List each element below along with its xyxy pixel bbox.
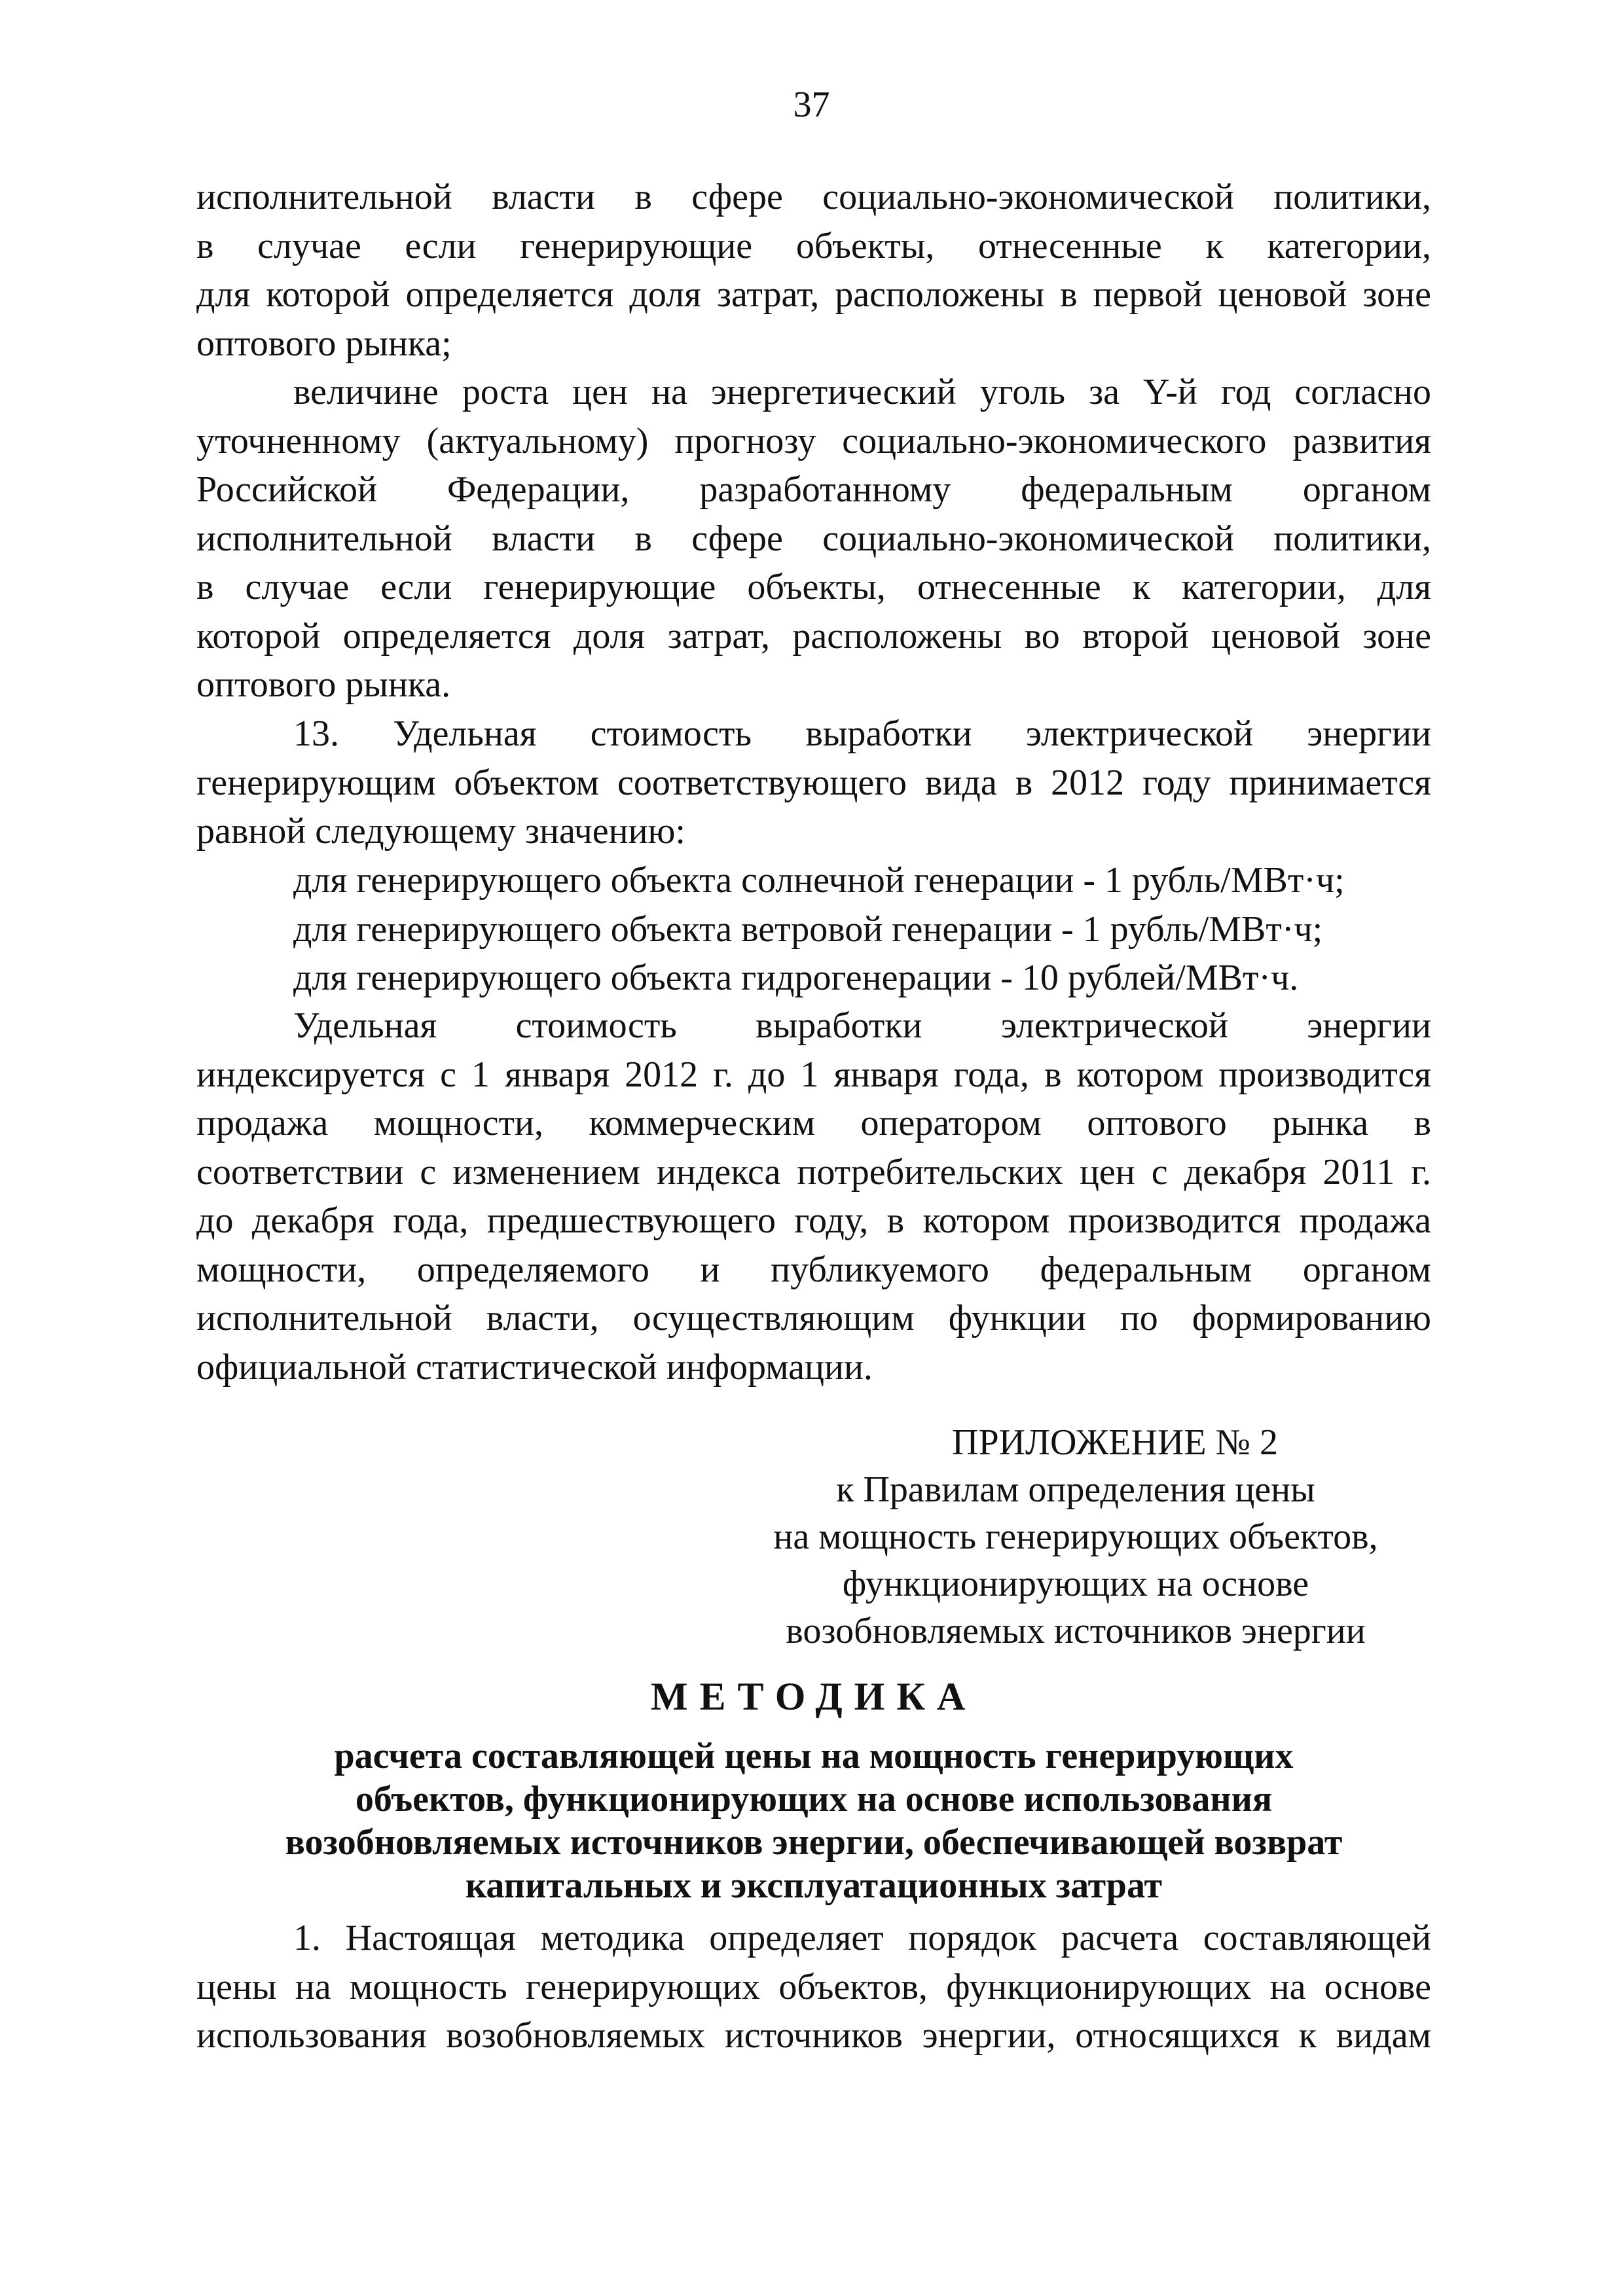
subheading-line: объектов, функционирующих на основе использования: [355, 1779, 1273, 1820]
text-line: 1. Настоящая методика определяет порядок расчета составляющей: [293, 1918, 1431, 1958]
text-line: оптового рынка;: [196, 323, 452, 364]
appendix-title: ПРИЛОЖЕНИЕ № 2: [952, 1422, 1278, 1463]
text-line: соответствии с изменением индекса потребительских цен с декабря 2011 г.: [196, 1151, 1431, 1193]
methodology-heading: МЕТОДИКА: [650, 1675, 977, 1718]
text-line: для которой определяется доля затрат, расположены в первой ценовой зоне: [196, 274, 1431, 315]
list-item: для генерирующего объекта солнечной генерации - 1 рубль/МВт·ч;: [293, 860, 1345, 901]
text-line: цены на мощность генерирующих объектов, функционирующих на основе: [196, 1966, 1431, 2007]
subheading-line: расчета составляющей цены на мощность генерирующих: [334, 1736, 1294, 1776]
text-line: индексируется с 1 января 2012 г. до 1 января года, в котором производится: [196, 1054, 1431, 1095]
text-line: в случае если генерирующие объекты, отнесенные к категории, для: [196, 567, 1431, 607]
text-line: равной следующему значению:: [196, 811, 685, 852]
paragraph-continuation: [196, 173, 1431, 368]
appendix-header: [720, 1419, 1431, 1655]
subheading-line: возобновляемых источников энергии, обеспечивающей возврат: [285, 1822, 1343, 1863]
appendix-line: на мощность генерирующих объектов,: [773, 1516, 1378, 1557]
cost-values-list: [196, 856, 1431, 1003]
text-line: Российской Федерации, разработанному федеральным органом: [196, 469, 1431, 510]
list-item: для генерирующего объекта гидрогенерации - 10 рублей/МВт·ч.: [293, 958, 1299, 998]
methodology-subheading: [196, 1734, 1431, 1907]
text-line: официальной статистической информации.: [196, 1346, 873, 1388]
text-line: продажа мощности, коммерческим оператором оптового рынка в: [196, 1103, 1431, 1143]
text-line: Удельная стоимость выработки электрической энергии: [293, 1005, 1431, 1046]
paragraph-indexation: [196, 1001, 1431, 1391]
text-line: исполнительной власти в сфере социально-экономической политики,: [196, 518, 1431, 559]
paragraph-clause-1: [196, 1914, 1431, 2060]
appendix-line: к Правилам определения цены: [836, 1469, 1315, 1510]
appendix-line: возобновляемых источников энергии: [786, 1611, 1366, 1651]
text-line: использования возобновляемых источников энергии, относящихся к видам: [196, 2015, 1431, 2056]
text-line: которой определяется доля затрат, расположены во второй ценовой зоне: [196, 615, 1431, 656]
list-item: для генерирующего объекта ветровой генерации - 1 рубль/МВт·ч;: [293, 908, 1323, 950]
text-line: мощности, определяемого и публикуемого федеральным органом: [196, 1249, 1431, 1290]
text-line: до декабря года, предшествующего году, в котором производится продажа: [196, 1200, 1431, 1241]
paragraph-clause-13: [196, 709, 1431, 856]
paragraph-coal-price: [196, 368, 1431, 709]
text-line: оптового рынка.: [196, 664, 451, 705]
page-number: 37: [793, 84, 830, 125]
text-line: уточненному (актуальному) прогнозу социально-экономического развития: [196, 420, 1431, 461]
subheading-line: капитальных и эксплуатационных затрат: [465, 1865, 1163, 1906]
text-line: величине роста цен на энергетический уголь за Y-й год согласно: [293, 372, 1431, 412]
text-line: 13. Удельная стоимость выработки электрической энергии: [293, 713, 1431, 754]
text-line: исполнительной власти в сфере социально-экономической политики,: [196, 177, 1431, 217]
text-line: в случае если генерирующие объекты, отнесенные к категории,: [196, 225, 1431, 266]
text-line: исполнительной власти, осуществляющим функции по формированию: [196, 1298, 1431, 1338]
text-line: генерирующим объектом соответствующего вида в 2012 году принимается: [196, 762, 1431, 803]
appendix-line: функционирующих на основе: [842, 1564, 1309, 1604]
